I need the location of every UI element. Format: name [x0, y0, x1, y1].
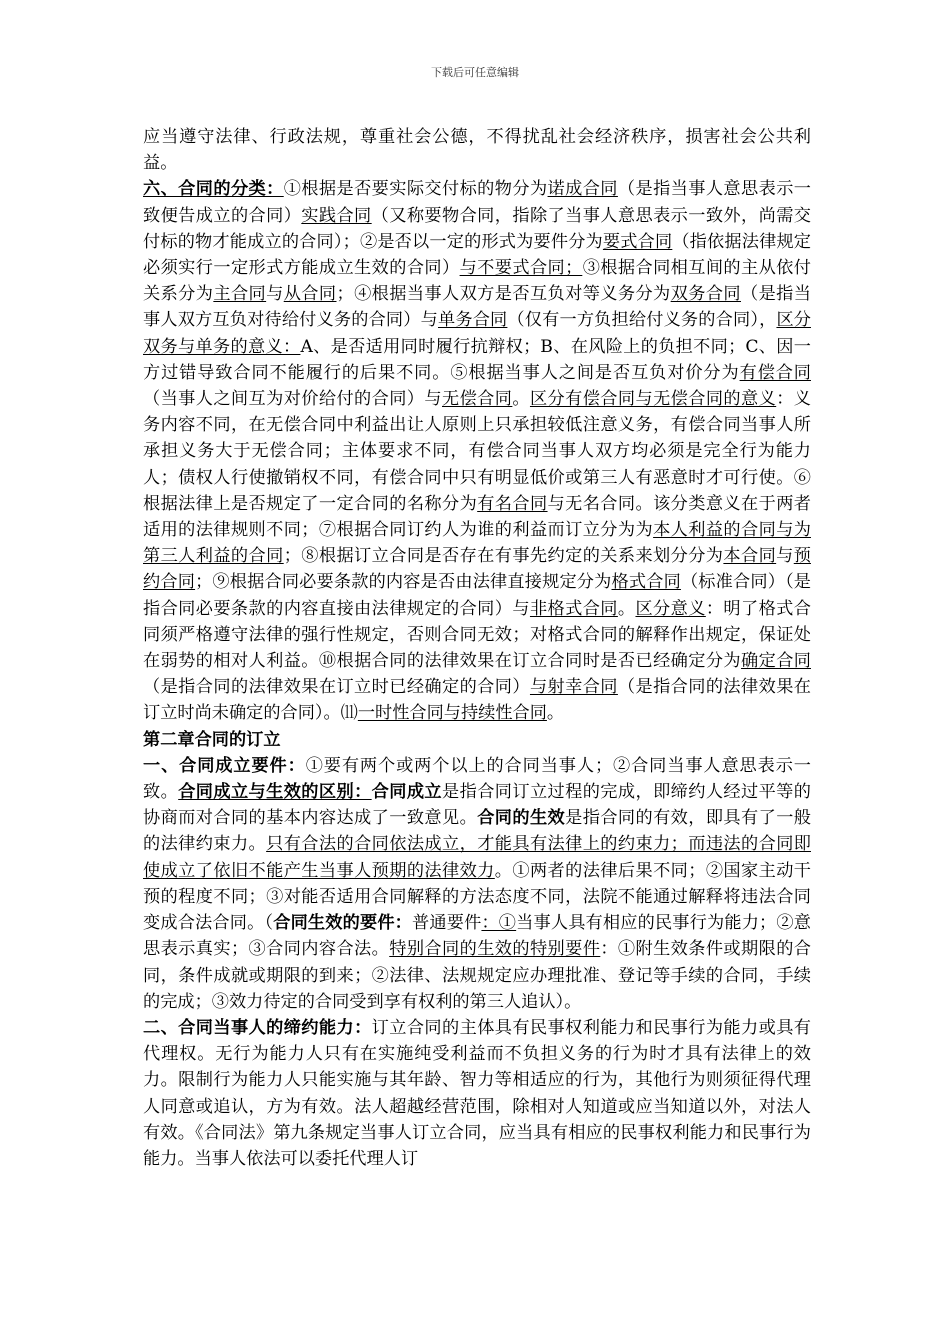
emphasized-text: 确定合同 [741, 651, 811, 672]
emphasized-text: 从合同 [283, 284, 337, 305]
emphasized-text: 诺成合同 [547, 179, 618, 200]
emphasized-text: 双务合同 [670, 284, 741, 305]
text-run: 当事人具有相应的民事行为能力；②意思表示真实；③合同内容合法。 [143, 913, 811, 960]
text-run: 与 [776, 546, 794, 567]
text-run: 。 [546, 703, 565, 724]
text-run: （是指合同的法律效果在订立时尚未确定的合同）。⑾ [143, 677, 811, 724]
paragraph [143, 727, 811, 753]
text-run: ③根据合同相互间的主从依付关系分为 [143, 258, 811, 305]
page-header: 下载后可任意编辑 [431, 66, 519, 79]
emphasized-text: 与不要式合同； [459, 258, 583, 279]
paragraph [143, 1015, 811, 1172]
emphasized-text: 六、合同的分类： [143, 179, 284, 200]
emphasized-text: 有名合同 [477, 493, 548, 514]
paragraph [143, 124, 811, 176]
emphasized-text: 预约合同 [143, 546, 811, 593]
text-run: ①根据是否要实际交付标的物分为 [283, 179, 548, 200]
emphasized-text: 特别合同的生效的特别要件 [389, 939, 601, 960]
emphasized-text: 本人利益的合同与为第三人利益的合同 [143, 520, 811, 567]
emphasized-text: 二、合同当事人的缔约能力： [143, 1017, 372, 1038]
text-run: 。 [617, 598, 636, 619]
emphasized-text: 有偿合同 [739, 362, 811, 383]
emphasized-text: 无偿合同 [442, 389, 513, 410]
text-run: 。 [512, 389, 530, 410]
emphasized-text: 格式合同 [611, 572, 681, 593]
text-run: （是指当事人意思表示一致便告成立的合同） [143, 179, 811, 226]
text-run: 应当遵守法律、行政法规，尊重社会公德，不得扰乱社会经济秩序，损害社会公共利益。 [143, 127, 811, 174]
emphasized-text: 要式合同 [602, 231, 673, 252]
text-run: ：明了格式合同须严格遵守法律的强行性规定，否则合同无效；对格式合同的解释作出规定，保证处在弱势的相对人利益。⑩根据合同的法律效果在订立合同时是否已经确定分为 [143, 598, 811, 672]
emphasized-text: 一时性合同与持续性合同 [357, 703, 547, 724]
text-run: （是指当事人双方互负对待给付义务的合同）与 [143, 284, 811, 331]
text-run: 普通要件 [412, 913, 482, 934]
text-run: ；⑧根据订立合同是否存在有事先约定的关系来划分分为 [283, 546, 724, 567]
emphasized-text: 一、合同成立要件： [143, 755, 306, 776]
text-run: 与无名合同。该分类意义在于两者适用的法律规则不同；⑦根据合同订约人为谁的利益而订立分为为 [143, 493, 811, 541]
text-run: 。①两者的法律后果不同；②国家主动干预的程度不同；③对能否适用合同解释的方法态度不同，法院不能通过解释将违法合同变成合法合同。（ [143, 860, 811, 934]
text-run: ：①附生效条件或期限的合同，条件成就或期限的到来；②法律、法规规定应办理批准、登记等手续的合同，手续的完成；③效力待定的合同受到享有权利的第三人追认）。 [143, 939, 811, 1012]
emphasized-text: 单务合同 [437, 310, 508, 331]
emphasized-text: 与射幸合同 [529, 677, 618, 698]
text-run: （当事人之间互为对价给付的合同）与 [143, 389, 442, 410]
text-run: 订立合同的主体具有民事权利能力和民事行为能力或具有代理权。无行为能力人只有在实施纯受利益而不负担义务的行为时才具有法律上的效力。限制行为能力人只能实施与其年龄、智力等相适应的行为，其他行为则须征得代理人同意或追认，方为有效。法人超越经营范围，除相对人知道或应当知道以外，对法人有效。《合同法》第九条规定当事人订立合同，应当具有相应的民事权利能力和民事行为能力。当事人依法可以委托代理人订 [143, 1017, 811, 1169]
emphasized-text: 区分有偿合同与无偿合同的意义 [529, 389, 777, 410]
text-run: （指依据法律规定必须实行一定形式方能成立生效的合同） [143, 231, 811, 279]
emphasized-text: 非格式合同 [529, 598, 618, 619]
emphasized-text: 区分双务与单务的意义： [143, 310, 811, 357]
text-run: （标准合同）（是指合同必要条款的内容直接由法律规定的合同）与 [143, 572, 811, 619]
document-body [143, 124, 811, 1172]
text-run: （仅有一方负担给付义务的合同）， [507, 310, 777, 331]
text-run: ；④根据当事人双方是否互负对等义务分为 [336, 284, 671, 305]
emphasized-text: 合同成立与生效的区别： [178, 782, 372, 803]
text-run: 是指合同的有效，即具有了一般的法律约束力。 [143, 808, 811, 855]
text-run: 与 [266, 284, 284, 305]
text-run: ①要有两个或两个以上的合同当事人；②合同当事人意思表示一致。 [143, 755, 811, 803]
text-run: ：义务内容不同，在无偿合同中利益出让人原则上只承担较低注意义务，有偿合同当事人所承担义务大于无偿合同；主体要求不同，有偿合同当事人双方均必须是完全行为能力人；债权人行使撤销权不同，有偿合同中只有明显低价或第三人有恶意时才可行使。⑥根据法律上是否规定了一定合同的名称分为 [143, 389, 811, 514]
emphasized-text: 区分意义 [635, 598, 706, 619]
emphasized-text: 实践合同 [301, 205, 372, 226]
paragraph [143, 753, 811, 1015]
text-run: A、是否适用同时履行抗辩权；B、在风险上的负担不同；C、因一方过错导致合同不能履行的后果不同。⑤根据当事人之间是否互负对价分为 [143, 336, 811, 383]
emphasized-text: 本合同 [723, 546, 777, 567]
emphasized-text: ：① [481, 913, 517, 934]
emphasized-text: 只有合法的合同依法成立，才能具有法律上的约束力；而违法的合同即使成立了依旧不能产生当事人预期的法律效力 [143, 834, 811, 881]
text-run: （是指合同的法律效果在订立时已经确定的合同） [143, 677, 530, 698]
emphasized-text: 合同生效的要件： [273, 913, 413, 934]
text-run: ；⑨根据合同必要条款的内容是否由法律直接规定分为 [195, 572, 612, 593]
text-run: （又称要物合同，指除了当事人意思表示一致外，尚需交付标的物才能成立的合同）；②是否以一定的形式为要件分为 [143, 205, 811, 252]
text-run: 是指合同订立过程的完成，即缔约人经过平等的协商而对合同的基本内容达成了一致意见。 [143, 782, 811, 829]
emphasized-text: 合同成立 [371, 782, 443, 803]
emphasized-text: 合同的生效 [477, 808, 566, 829]
paragraph [143, 176, 811, 726]
emphasized-text: 主合同 [213, 284, 267, 305]
emphasized-text: 第二章合同的订立 [143, 729, 281, 750]
